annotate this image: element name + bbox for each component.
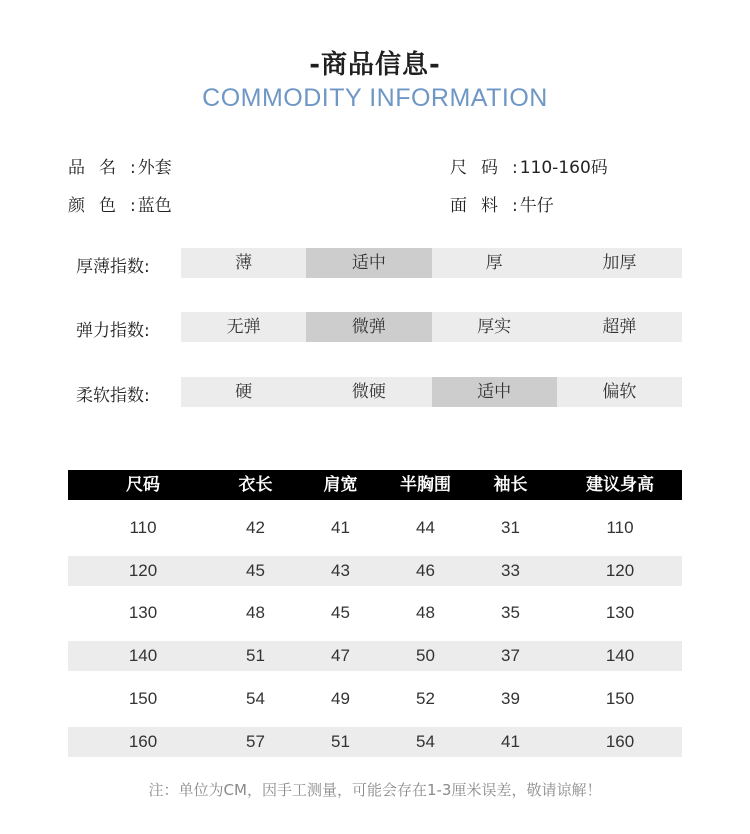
table-cell: 54 [246, 688, 265, 708]
thickness-index [0, 248, 750, 278]
info-color-label: 颜色 [68, 196, 130, 216]
table-row [68, 513, 682, 543]
thickness-index-label: 厚薄指数: [76, 257, 150, 277]
index-option: 无弹 [226, 317, 261, 337]
table-cell: 140 [128, 646, 158, 666]
page-title: -商品信息- [309, 50, 441, 80]
table-cell: 33 [501, 560, 520, 580]
table-cell: 41 [501, 731, 520, 751]
table-cell: 37 [501, 646, 520, 666]
table-row [68, 556, 682, 586]
info-color-colon: : [130, 196, 136, 216]
info-color [68, 191, 172, 216]
table-cell: 46 [416, 560, 435, 580]
table-cell: 150 [128, 688, 158, 708]
table-cell: 150 [605, 688, 635, 708]
table-cell: 45 [331, 603, 350, 623]
table-cell: 45 [246, 560, 265, 580]
column-header-half-chest: 半胸围 [400, 475, 451, 495]
table-cell: 44 [416, 517, 435, 537]
table-cell: 31 [501, 517, 520, 537]
table-cell: 41 [331, 517, 350, 537]
size-table-header [68, 470, 682, 500]
table-cell: 39 [501, 688, 520, 708]
info-name [68, 153, 172, 178]
table-cell: 120 [128, 560, 158, 580]
table-row [68, 727, 682, 757]
index-option-selected: 适中 [306, 248, 431, 278]
table-cell: 51 [331, 731, 350, 751]
info-size-value: 110-160码 [519, 158, 608, 178]
table-cell: 57 [246, 731, 265, 751]
table-cell: 160 [128, 731, 158, 751]
index-option: 薄 [235, 253, 253, 273]
info-name-colon: : [130, 158, 136, 178]
index-option: 硬 [235, 382, 253, 402]
table-row [68, 684, 682, 714]
table-cell: 47 [331, 646, 350, 666]
thickness-index-bar [181, 248, 682, 278]
table-cell: 130 [605, 603, 635, 623]
table-cell: 48 [416, 603, 435, 623]
info-fabric-colon: : [512, 196, 518, 216]
table-cell: 140 [605, 646, 635, 666]
column-header-size: 尺码 [126, 475, 160, 495]
table-cell: 54 [416, 731, 435, 751]
table-cell: 110 [129, 517, 157, 537]
page-subtitle: COMMODITY INFORMATION [202, 84, 548, 112]
table-cell: 130 [128, 603, 158, 623]
table-cell: 51 [246, 646, 265, 666]
table-cell: 120 [605, 560, 635, 580]
column-header-length: 衣长 [238, 475, 273, 495]
table-cell: 110 [606, 517, 634, 537]
table-cell: 160 [605, 731, 635, 751]
info-name-value: 外套 [137, 158, 172, 178]
elasticity-index-bar [181, 312, 682, 342]
info-size-colon: : [512, 158, 518, 178]
info-size [450, 153, 608, 178]
softness-index-label: 柔软指数: [76, 386, 150, 406]
index-option: 加厚 [602, 253, 637, 273]
table-row [68, 598, 682, 628]
size-table [68, 470, 682, 757]
table-cell: 48 [246, 603, 265, 623]
softness-index-bar [181, 377, 682, 407]
info-fabric-value: 牛仔 [519, 196, 554, 216]
elasticity-index [0, 312, 750, 342]
measurement-note: 注：单位为CM，因手工测量，可能会存在1-3厘米误差，敬请谅解！ [148, 781, 602, 799]
column-header-sleeve: 袖长 [493, 475, 528, 495]
index-option: 超弹 [602, 317, 637, 337]
info-fabric [450, 191, 554, 216]
table-cell: 35 [501, 603, 520, 623]
table-cell: 42 [246, 517, 265, 537]
index-option-selected: 适中 [432, 377, 557, 407]
info-fabric-label: 面料 [450, 196, 512, 216]
column-header-shoulder: 肩宽 [323, 475, 358, 495]
table-cell: 43 [331, 560, 350, 580]
index-option: 偏软 [602, 382, 637, 402]
table-cell: 52 [416, 688, 435, 708]
info-color-value: 蓝色 [137, 196, 172, 216]
info-name-label: 品名 [68, 158, 130, 178]
column-header-height: 建议身高 [586, 475, 654, 495]
table-cell: 50 [416, 646, 435, 666]
index-option-selected: 微弹 [306, 312, 431, 342]
softness-index [0, 377, 750, 407]
table-cell: 49 [331, 688, 350, 708]
table-row [68, 641, 682, 671]
index-option: 微硬 [351, 382, 386, 402]
info-size-label: 尺码 [450, 158, 512, 178]
index-option: 厚实 [477, 317, 512, 337]
elasticity-index-label: 弹力指数: [76, 321, 150, 341]
index-option: 厚 [485, 253, 503, 273]
